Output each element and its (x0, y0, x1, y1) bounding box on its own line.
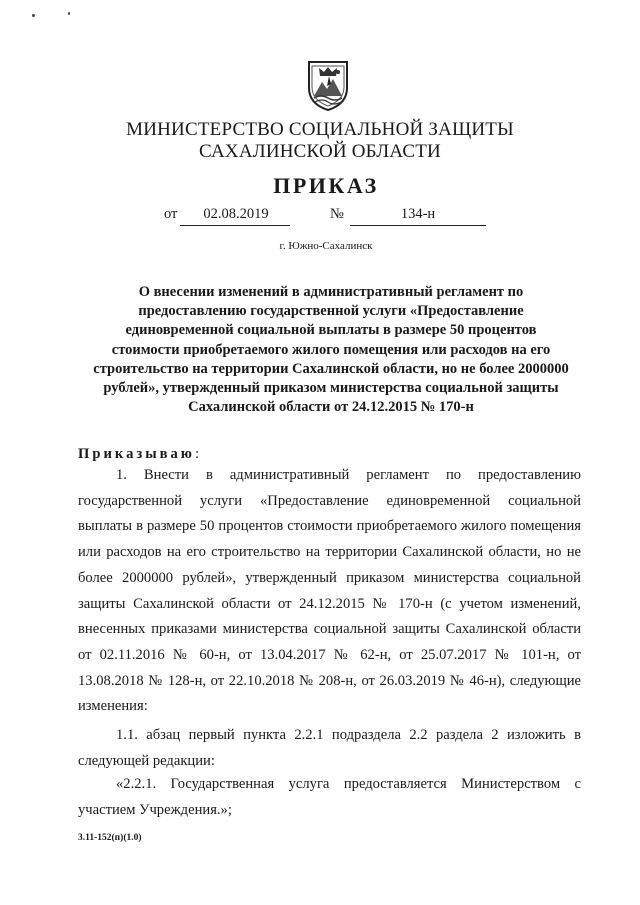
scan-speck (68, 12, 70, 15)
paragraph-quote: «2.2.1. Государственная услуга предоставляется Министерством с участием Учреждения.»; (78, 776, 581, 818)
date-underline (180, 225, 290, 226)
paragraph-1-1: 1.1. абзац первый пункта 2.2.1 подраздела 2.2 раздела 2 изложить в следующей редакции: (78, 727, 581, 769)
directive-colon: : (194, 446, 200, 462)
sakhalin-coat-of-arms-icon (305, 58, 351, 112)
directive-word: Приказываю (78, 446, 195, 462)
scan-speck (32, 14, 35, 17)
ministry-name-line-2: САХАЛИНСКОЙ ОБЛАСТИ (199, 141, 441, 162)
order-date: 02.08.2019 (203, 206, 269, 222)
city-line: г. Южно-Сахалинск (279, 240, 373, 252)
paragraph-1: 1. Внести в административный регламент по предоставлению государственной услуги «Предоставление единовременной социальной выплаты в размере 50 процентов стоимости приобретаемого жилого помещения или расходов на его строительство на территории Сахалинской области, но не более 2000000 рублей», утвержденный приказом министерства социальной защиты Сахалинской области от 24.12.2015 № 170-н (с учетом изменений, внесенных приказами министерства социальной защиты Сахалинской области от 02.11.2016 № 60-н, от 13.04.2017 № 62-н, от 25.07.2017 № 101-н, от 13.08.2018 № 128-н, от 22.10.2018 № 208-н, от 26.03.2019 № 46-н), следующие изменения: (78, 467, 581, 715)
ministry-name-line-1: МИНИСТЕРСТВО СОЦИАЛЬНОЙ ЗАЩИТЫ (126, 119, 514, 140)
order-title: ПРИКАЗ (273, 173, 379, 198)
document-code: 3.11-152(п)(1.0) (78, 833, 142, 843)
order-number: 134-н (400, 206, 436, 222)
date-label: от (164, 206, 178, 222)
number-label: № (330, 206, 344, 222)
number-underline (350, 225, 486, 226)
order-subject: О внесении изменений в административный регламент по предоставлению государственной услуги «Предоставление единовременной социальной выплаты в размере 50 процентов стоимости приобретаемого жилого помещения или расходов на его строительство на территории Сахалинской области, но не более 2000000 рублей», утвержденный приказом министерства социальной защиты Сахалинской области от 24.12.2015 № 170-н (93, 284, 569, 416)
